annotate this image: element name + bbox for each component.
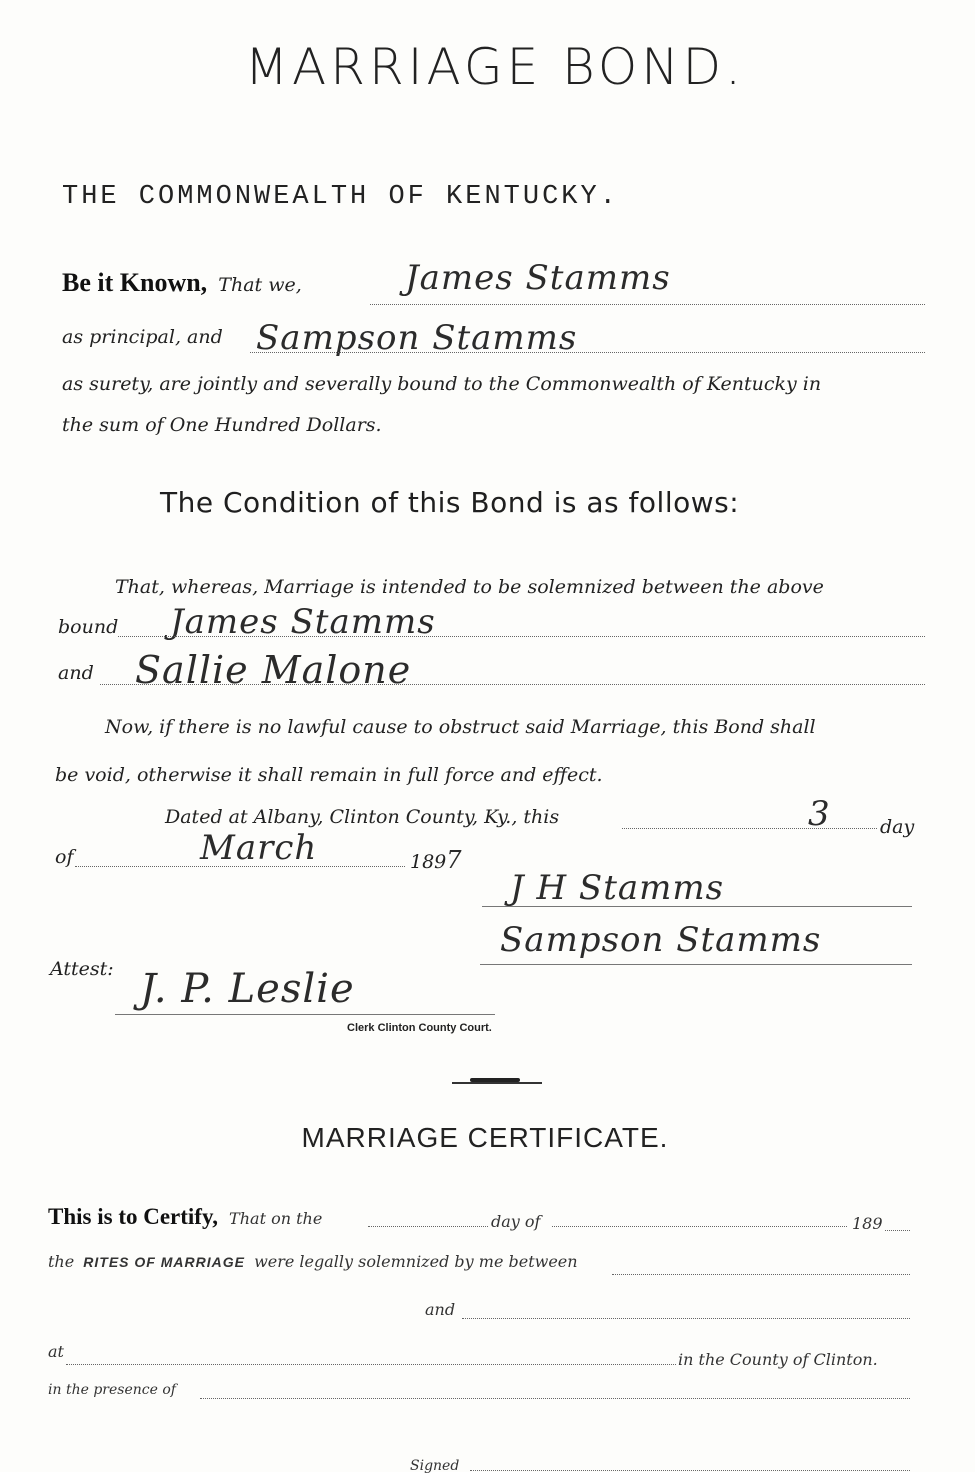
bond-title: MARRIAGE BOND. bbox=[244, 38, 746, 96]
year-suffix-handwritten: 7 bbox=[446, 846, 463, 874]
day-of-label: day of bbox=[491, 1212, 541, 1231]
that-on-the-label: That on the bbox=[229, 1209, 323, 1228]
at-label: at bbox=[48, 1342, 64, 1361]
principal-name-line bbox=[370, 304, 925, 305]
signature-principal: J H Stamms bbox=[510, 868, 725, 908]
day-label: day bbox=[880, 816, 915, 838]
and-label: and bbox=[58, 662, 94, 684]
bride-name-handwritten: Sallie Malone bbox=[135, 648, 412, 692]
be-it-known-row bbox=[62, 268, 302, 298]
rites-row bbox=[48, 1252, 578, 1271]
day-line bbox=[622, 828, 877, 829]
year-row bbox=[410, 846, 463, 874]
dated-text: Dated at Albany, Clinton County, Ky., this bbox=[165, 806, 560, 828]
that-we-label: That we, bbox=[218, 274, 302, 296]
presence-text: in the presence of bbox=[48, 1382, 176, 1398]
attest-label: Attest: bbox=[50, 958, 114, 980]
place-line bbox=[66, 1364, 676, 1365]
now-if-text: Now, if there is no lawful cause to obstruct said Marriage, this Bond shall bbox=[105, 716, 816, 738]
commonwealth-heading: THE COMMONWEALTH OF KENTUCKY. bbox=[62, 182, 619, 212]
signed-label: Signed bbox=[410, 1458, 460, 1474]
of-label: of bbox=[55, 846, 74, 868]
as-principal-label: as principal, and bbox=[62, 326, 223, 348]
clerk-title: Clerk Clinton County Court. bbox=[347, 1022, 492, 1034]
rites-pre: the bbox=[48, 1252, 75, 1271]
whereas-text: That, whereas, Marriage is intended to be solemnized between the above bbox=[115, 576, 824, 598]
cert-month-line bbox=[552, 1226, 847, 1227]
surety-text: as surety, are jointly and severally bound to the Commonwealth of Kentucky in bbox=[62, 373, 822, 395]
cert-and-label: and bbox=[425, 1300, 456, 1319]
day-handwritten: 3 bbox=[808, 794, 831, 834]
be-it-known-label: Be it Known, bbox=[62, 268, 208, 297]
signed-line bbox=[470, 1470, 910, 1471]
bride-name-line bbox=[100, 684, 925, 685]
cert-year-prefix: 189 bbox=[852, 1214, 883, 1233]
certificate-title: MARRIAGE CERTIFICATE. bbox=[301, 1122, 669, 1153]
county-text: in the County of Clinton. bbox=[678, 1350, 878, 1369]
cert-year-line bbox=[885, 1230, 910, 1231]
rites-post: were legally solemnized by me between bbox=[254, 1252, 578, 1271]
surety-name-handwritten: Sampson Stamms bbox=[256, 318, 578, 358]
void-text: be void, otherwise it shall remain in full force and effect. bbox=[55, 764, 603, 786]
cert-day-line bbox=[368, 1226, 488, 1227]
principal-name-handwritten: James Stamms bbox=[405, 258, 671, 298]
presence-line bbox=[200, 1398, 910, 1399]
clerk-signature: J. P. Leslie bbox=[140, 966, 355, 1012]
groom-name-line bbox=[118, 636, 925, 637]
section-divider-ornament bbox=[470, 1078, 520, 1082]
groom-name-handwritten: James Stamms bbox=[170, 602, 436, 642]
month-handwritten: March bbox=[200, 828, 318, 868]
this-is-to-certify-label: This is to Certify, bbox=[48, 1204, 218, 1229]
year-prefix: 189 bbox=[410, 851, 447, 873]
clerk-signature-line bbox=[115, 1014, 495, 1015]
signature-surety-line bbox=[480, 964, 912, 965]
section-divider bbox=[452, 1082, 542, 1084]
spouse-2-line bbox=[462, 1318, 910, 1319]
signature-surety: Sampson Stamms bbox=[500, 920, 822, 960]
surety-name-line bbox=[250, 352, 925, 353]
certify-row bbox=[48, 1204, 322, 1230]
signature-principal-line bbox=[482, 906, 912, 907]
sum-text: the sum of One Hundred Dollars. bbox=[62, 414, 382, 436]
condition-heading: The Condition of this Bond is as follows: bbox=[160, 486, 740, 519]
spouse-1-line bbox=[612, 1274, 910, 1275]
bound-label: bound bbox=[58, 616, 119, 638]
rites-caps: RITES OF MARRIAGE bbox=[83, 1254, 245, 1270]
